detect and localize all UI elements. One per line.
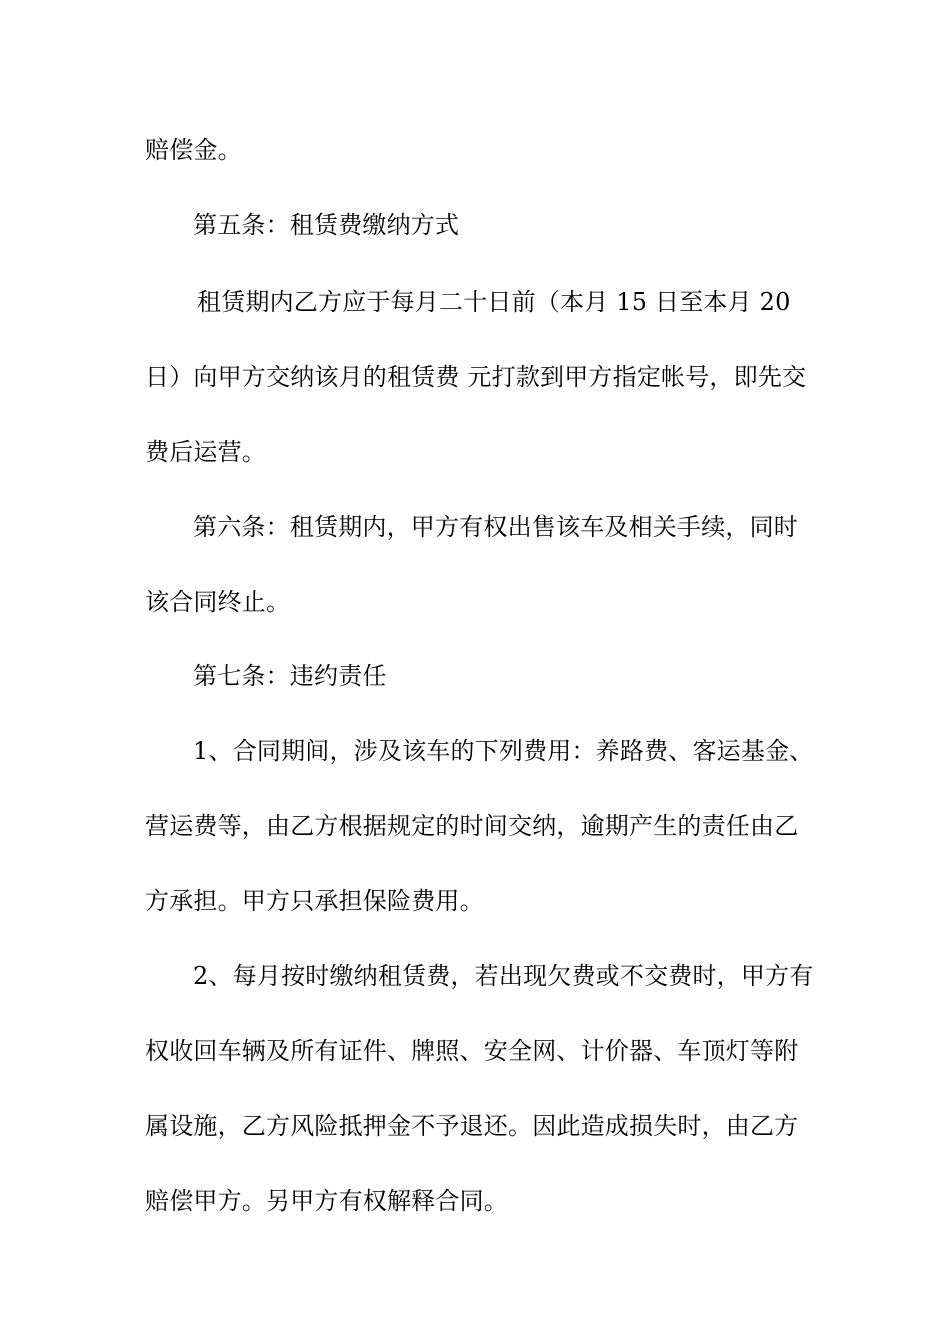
- text-line: 权收回车辆及所有证件、牌照、安全网、计价器、车顶灯等附: [145, 1037, 799, 1065]
- text-line: 该合同终止。: [145, 588, 291, 616]
- text-line: 方承担。甲方只承担保险费用。: [145, 887, 484, 915]
- text-line: 营运费等，由乙方根据规定的时间交纳，逾期产生的责任由乙: [145, 812, 799, 840]
- list-item: 1、合同期间，涉及该车的下列费用：养路费、客运基金、: [193, 737, 814, 765]
- text-line: 租赁期内乙方应于每月二十日前（本月 15 日至本月 20: [197, 288, 791, 316]
- article-heading: 第五条：租赁费缴纳方式: [193, 211, 460, 239]
- text-line: 赔偿甲方。另甲方有权解释合同。: [145, 1187, 508, 1215]
- text-line: 属设施，乙方风险抵押金不予退还。因此造成损失时，由乙方: [145, 1112, 799, 1140]
- list-item: 2、每月按时缴纳租赁费，若出现欠费或不交费时，甲方有: [193, 962, 814, 990]
- text-line: 赔偿金。: [145, 136, 242, 164]
- text-line: 费后运营。: [145, 438, 266, 466]
- article-heading: 第六条：租赁期内，甲方有权出售该车及相关手续，同时: [193, 513, 798, 541]
- text-line: 日）向甲方交纳该月的租赁费 元打款到甲方指定帐号，即先交: [145, 363, 807, 391]
- article-heading: 第七条：违约责任: [193, 662, 387, 690]
